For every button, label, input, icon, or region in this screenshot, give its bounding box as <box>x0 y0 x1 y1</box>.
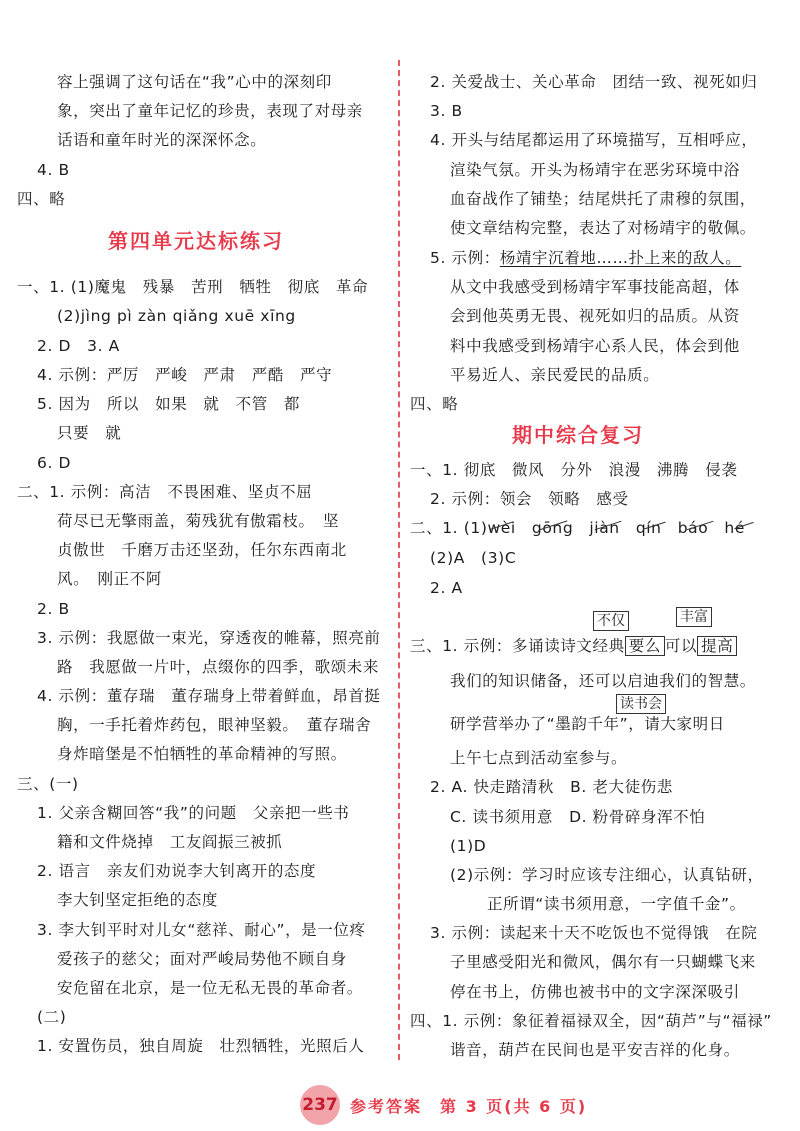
text-line: (2)示例：学习时应该专注细心，认真钻研， <box>450 866 764 884</box>
text-line: 身炸暗堡是不怕牺牲的革命精神的写照。 <box>57 745 347 763</box>
pinyin-corrections: wèi gōng jiàn qín báo hé <box>487 519 745 537</box>
page-footer <box>300 1085 588 1125</box>
text-line: C. 读书须用意 D. 粉骨碎身浑不怕 <box>450 808 706 826</box>
text-line: 3. 示例：读起来十天不吃饭也不觉得饿 在院 <box>430 924 758 942</box>
text-line: 4. B <box>37 161 70 179</box>
text-line: 一、1. 彻底 微风 分外 浪漫 沸腾 侵袭 <box>410 461 738 479</box>
corrected-word: 提高 <box>697 636 737 656</box>
text-line: 2. B <box>37 600 70 618</box>
text-line: 四、1. 示例：象征着福禄双全，因“葫芦”与“福禄” <box>410 1012 772 1030</box>
text-line: 2. D 3. A <box>37 337 120 355</box>
text-line: 李大钊坚定拒绝的态度 <box>57 891 219 909</box>
text-line: 二、1. 示例：高洁 不畏困难、坚贞不屈 <box>17 483 313 501</box>
text-line: 安危留在北京，是一位无私无畏的革命者。 <box>57 979 363 997</box>
text-line: 2. A. 快走踏清秋 B. 老大徒伤悲 <box>430 778 673 796</box>
text-line: 血奋战作了铺垫；结尾烘托了肃穆的氛围， <box>450 190 756 208</box>
text-line: 停在书上，仿佛也被书中的文字深深吸引 <box>450 983 740 1001</box>
text-line: 5. 因为 所以 如果 就 不管 都 <box>37 395 301 413</box>
text-line: 4. 示例：董存瑞 董存瑞身上带着鲜血，昂首挺 <box>37 687 381 705</box>
text-line: 谐音，葫芦在民间也是平安吉祥的化身。 <box>450 1041 740 1059</box>
text-line: (2)A (3)C <box>430 549 517 567</box>
text-line: 贞傲世 千磨万击还坚劲，任尔东西南北 <box>57 541 347 559</box>
text-line: 1. 父亲含糊回答“我”的问题 父亲把一些书 <box>37 804 350 822</box>
text-line: 渲染气氛。开头为杨靖宇在恶劣环境中浴 <box>450 161 740 179</box>
footer-text: 参考答案 第 3 页(共 6 页) <box>350 1097 588 1116</box>
text-line: 平易近人、亲民爱民的品质。 <box>450 366 660 384</box>
text-line: 6. D <box>37 454 72 472</box>
item-prefix: 二、1. (1) <box>410 519 488 537</box>
text-line: 胸，一手托着炸药包，眼神坚毅。 董存瑞舍 <box>57 716 372 734</box>
text-line: 1. 安置伤员，独自周旋 壮烈牺牲，光照后人 <box>37 1037 365 1055</box>
page-number-badge: 237 <box>300 1085 340 1125</box>
text-line: 从文中我感受到杨靖宇军事技能高超，体 <box>450 278 740 296</box>
text-line: 三、(一) <box>17 775 79 793</box>
corrected-word: 要么 <box>625 636 665 656</box>
text-line: 2. A <box>430 579 463 597</box>
text-line: 3. B <box>430 102 463 120</box>
text-line: 料中我感受到杨靖宇心系人民，体会到他 <box>450 337 740 355</box>
text-line: 荷尽已无擎雨盖，菊残犹有傲霜枝。 坚 <box>57 512 340 530</box>
text-fragment: 可以 <box>664 637 698 655</box>
text-line: 路 我愿做一片叶，点缀你的四季，歌颂未来 <box>57 658 380 676</box>
underlined-answer: 杨靖宇沉着地……扑上来的敌人。 <box>499 249 742 267</box>
text-line: (1)D <box>450 837 487 855</box>
text-line <box>430 248 741 268</box>
correction-note: 不仅 <box>593 611 629 631</box>
text-line: 2. 关爱战士、关心革命 团结一致、视死如归 <box>430 73 758 91</box>
pinyin-line: (2)jìng pì zàn qiǎng xuē xīng <box>57 307 296 325</box>
text-line: 使文章结构完整，表达了对杨靖宇的敬佩。 <box>450 219 756 237</box>
section-title: 期中综合复习 <box>512 423 644 447</box>
text-line: 话语和童年时光的深深怀念。 <box>57 131 267 149</box>
text-line <box>410 636 737 656</box>
text-line: 研学营举办了“墨韵千年”，请大家明日 <box>450 715 725 733</box>
text-line <box>410 518 745 538</box>
correction-note: 丰富 <box>676 607 712 627</box>
text-line: 象，突出了童年记忆的珍贵，表现了对母亲 <box>57 102 363 120</box>
text-line: 上午七点到活动室参与。 <box>450 749 628 767</box>
text-line: 籍和文件烧掉 工友阎振三被抓 <box>57 833 283 851</box>
text-line: 4. 示例：严厉 严峻 严肃 严酷 严守 <box>37 366 333 384</box>
text-line: 会到他英勇无畏、视死如归的品质。从资 <box>450 307 740 325</box>
correction-note: 读书会 <box>616 694 666 714</box>
text-line: 我们的知识储备，还可以启迪我们的智慧。 <box>450 672 756 690</box>
text-line: (二) <box>37 1008 67 1026</box>
text-line: 2. 语言 亲友们劝说李大钊离开的态度 <box>37 862 317 880</box>
item-prefix: 5. 示例： <box>430 249 500 267</box>
column-divider <box>398 60 400 1060</box>
text-line: 4. 开头与结尾都运用了环境描写，互相呼应， <box>430 131 758 149</box>
text-line: 四、略 <box>410 395 459 413</box>
text-line: 风。 刚正不阿 <box>57 570 162 588</box>
text-line: 2. 示例：领会 领略 感受 <box>430 490 629 508</box>
text-line: 3. 示例：我愿做一束光，穿透夜的帷幕，照亮前 <box>37 629 381 647</box>
text-line: 四、略 <box>17 190 66 208</box>
text-line: 容上强调了这句话在“我”心中的深刻印 <box>57 73 332 91</box>
text-line: 正所谓“读书须用意，一字值千金”。 <box>487 895 746 913</box>
text-line: 一、1. (1)魔鬼 残暴 苦刑 牺牲 彻底 革命 <box>17 278 369 296</box>
text-line: 只要 就 <box>57 424 122 442</box>
text-line: 子里感受阳光和微风，偶尔有一只蝴蝶飞来 <box>450 953 756 971</box>
item-prefix: 三、1. 示例：多诵读诗文经典 <box>410 637 625 655</box>
text-line: 爱孩子的慈父；面对严峻局势他不顾自身 <box>57 950 347 968</box>
text-line: 3. 李大钊平时对儿女“慈祥、耐心”，是一位疼 <box>37 921 366 939</box>
section-title: 第四单元达标练习 <box>108 229 284 253</box>
